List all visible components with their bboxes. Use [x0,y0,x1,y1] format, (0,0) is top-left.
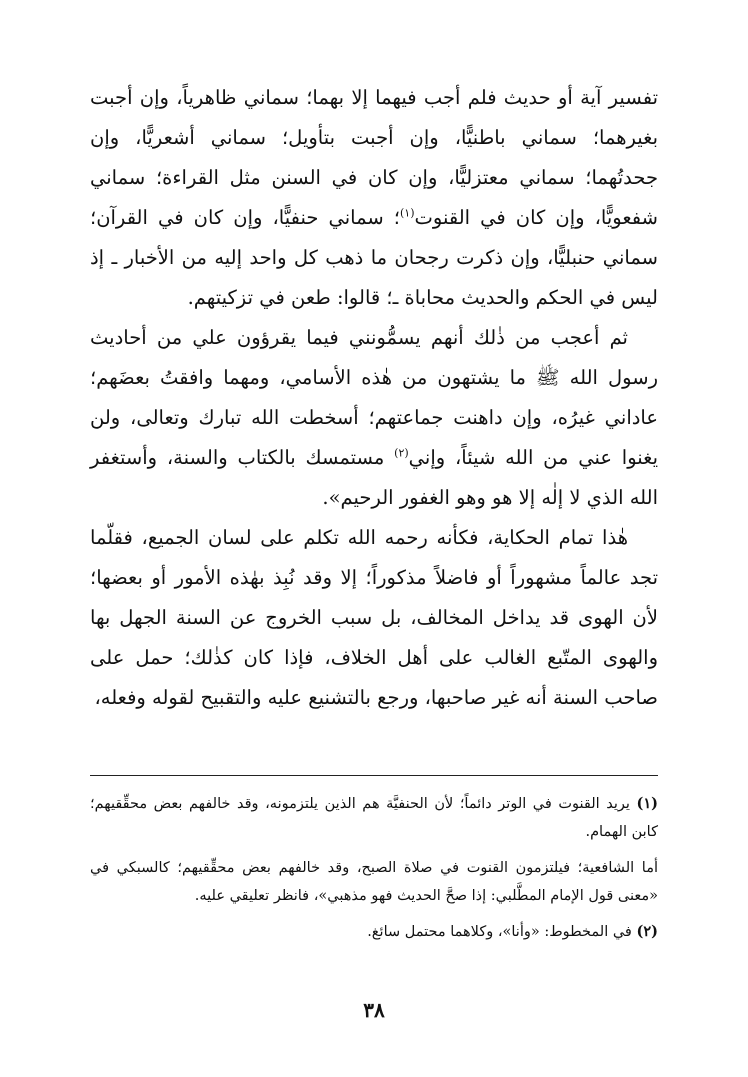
footnote-divider [90,775,658,776]
footnote-2 [90,918,658,946]
paragraph-1-part-b: ؛ سماني حنفيًّا، وإن كان في القرآن؛ سماني حنبليًّا، وإن ذكرت رجحان ما ذهب كل واحد إليه من الأخبار ـ إذ ليس في الحكم والحديث محاباة ـ؛ قالوا: طعن في تزكيتهم. [90,206,658,309]
paragraph-2-part-a: ثم أعجب من ذٰلك أنهم يسمُّونني فيما يقرؤون علي من أحاديث رسول الله ﷺ ما يشتهون من هٰذه الأسامي، ومهما وافقتُ بعضَهم؛ عاداني غيرُه، وإن داهنت جماعتهم؛ أسخطت الله تبارك وتعالى، ولن يغنوا عني من الله شيئاً، وإني [90,326,658,469]
paragraph-3: هٰذا تمام الحكاية، فكأنه رحمه الله تكلم على لسان الجميع، فقلّما تجد عالماً مشهوراً أو فاضلاً مذكوراً؛ إلا وقد نُبِذ بهٰذه الأمور أو بعضها؛ لأن الهوى قد يداخل المخالف، بل سبب الخروج عن السنة الجهل بها والهوى المتّبع الغالب على أهل الخلاف، فإذا كان كذٰلك؛ حمل على صاحب السنة أنه غير صاحبها، ورجع بالتشنيع عليه والتقبيح لقوله وفعله، [90,526,658,709]
paragraph-2-part-b: مستمسك بالكتاب والسنة، وأستغفر الله الذي لا إلٰه إلا هو وهو الغفور الرحيم». [90,446,658,509]
footnote-2-text: في المخطوط: «وأنا»، وكلاهما محتمل سائغ. [367,924,637,940]
footnote-2-number: (٢) [636,923,658,940]
main-text [90,78,658,718]
paragraph-2 [90,318,658,518]
footnote-marker-2[interactable]: (٢) [394,446,409,460]
paragraph-1-part-a: تفسير آية أو حديث فلم أجب فيهما إلا بهما؛ سماني ظاهرياً، وإن أجبت بغيرهما؛ سماني باطنيًّا، وإن أجبت بتأويل؛ سماني أشعريًّا، وإن جحدتُهما؛ سماني معتزليًّا، وإن كان في السنن مثل القراءة؛ سماني شفعويًّا، وإن كان في القنوت [90,86,658,229]
footnote-1-text: يريد القنوت في الوتر دائماً؛ لأن الحنفيَّة هم الذين يلتزمونه، وقد خالفهم بعض محقِّقيهم؛ كابن الهمام. [90,796,658,840]
footnote-1-number: (١) [636,795,658,812]
footnote-1 [90,790,658,846]
paragraph-1 [90,78,658,318]
footnotes [90,790,658,946]
page-number: ٣٨ [363,998,385,1022]
footnote-marker-1[interactable]: (١) [400,206,415,220]
footnote-1-continuation: أما الشافعية؛ فيلتزمون القنوت في صلاة الصبح، وقد خالفهم بعض محقِّقيهم؛ كالسبكي في «معنى قول الإمام المطَّلبي: إذا صحَّ الحديث فهو مذهبي»، فانظر تعليقي عليه. [90,860,658,904]
